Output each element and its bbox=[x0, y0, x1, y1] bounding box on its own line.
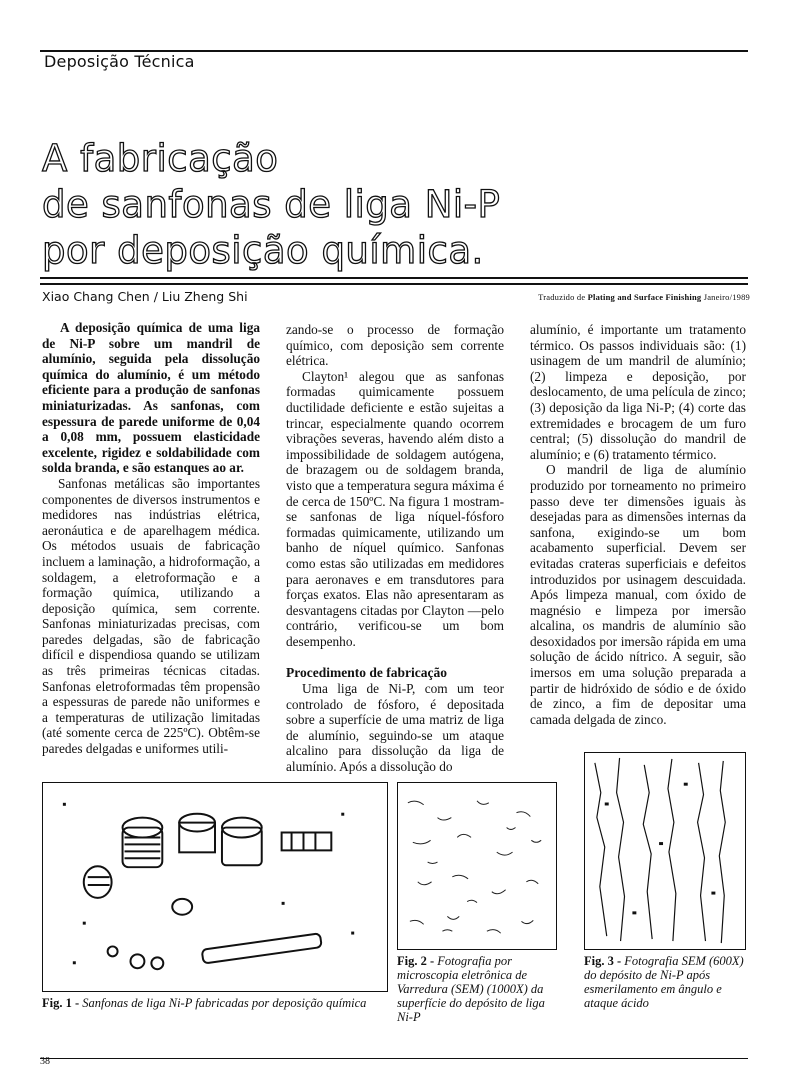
paragraph: O mandril de liga de alumínio produzido por torneamento no primeiro passo deve ter dimensões iguais às desejadas para as dimensões internas da sanfona, exigindo-se um bom acabamento superficial. Devem ser evitadas crateras superficiais e defeitos introduzidos por usinagem descuidada. Após limpeza manual, com óxido de magnésio e limpeza por imersão alcalina, os mandris de alumínio são desoxidados por imersão rápida em uma solução de ácido nítrico. A seguir, são imersos em uma solução preparada a partir de hidróxido de sódio e de óxido de zinco, a fim de depositar uma camada delgada de zinco. bbox=[530, 462, 746, 727]
title-line-2: de sanfonas de liga Ni-P bbox=[42, 183, 501, 226]
translation-credit bbox=[538, 292, 750, 302]
figure-label: Fig. 2 - bbox=[397, 954, 435, 968]
paragraph: zando-se o processo de formação químico, com deposição sem corrente elétrica. bbox=[286, 322, 504, 369]
figure-3-caption bbox=[584, 954, 746, 1010]
authors: Xiao Chang Chen / Liu Zheng Shi bbox=[42, 289, 248, 304]
paragraph: Sanfonas metálicas são importantes componentes de diversos instrumentos e medidores nas indústrias elétrica, aeronáutica e de aparelhagem médica. Os métodos usuais de fabricação incluem a laminação, a hidroformação, a soldagem, a eletroformação e a formação química, utilizando a deposição química, sem corrente. Sanfonas miniaturizadas precisas, com paredes delgadas, são de fabricação difícil e dispendiosa quando se utilizam as três primeiras técnicas citadas. Sanfonas eletroformadas têm propensão a espessuras de parede não uniformes e a temperaturas de utilização limitadas (até somente cerca de 225ºC). Obtêm-se paredes delgadas e uniformes utili- bbox=[42, 475, 260, 757]
paragraph: Clayton¹ alegou que as sanfonas formadas quimicamente possuem ductilidade deficiente e estão sujeitas a trincar, especialmente quando ocorrem vibrações severas, havendo além disto a impossibilidade de soldagem autógena, de brazagem ou de soldagem branda, visto que a temperatura segura máxima é de cerca de 150ºC. Na figura 1 mostram-se sanfonas de liga níquel-fósforo formadas quimicamente, utilizando um banho de níquel químico. Sanfonas como estas são utilizadas em medidores para aeronaves e em transdutores para forças exatos. Elas não apresentaram as desvantagens citadas por Clayton —pelo contrário, verificou-se um bom desempenho. bbox=[286, 368, 504, 649]
title-line-3: por deposição química. bbox=[42, 229, 484, 272]
credit-source: Plating and Surface Finishing bbox=[587, 292, 702, 302]
figure-1-caption bbox=[42, 996, 388, 1010]
column-2 bbox=[286, 322, 504, 775]
figure-caption-text: Fotografia SEM (600X) do depósito de Ni-P após esmerilamento em ângulo e ataque ácido bbox=[584, 954, 744, 1010]
figure-2-sem-image bbox=[397, 782, 557, 950]
paragraph: Uma liga de Ni-P, com um teor controlado de fósforo, é depositada sobre a superfície de uma matriz de liga de alumínio, seguindo-se um ataque alcalino para dissolução da liga de alumínio. Após a dissolução do bbox=[286, 681, 504, 775]
title-line-1: A fabricação bbox=[42, 137, 279, 180]
figure-3-sem-image bbox=[584, 752, 746, 950]
paragraph: alumínio, é importante um tratamento térmico. Os passos individuais são: (1) usinagem de um mandril de alumínio; (2) limpeza e deposição, por deslocamento, de uma película de zinco; (3) deposição da liga Ni-P; (4) corte das extremidades e brocagem de um furo central; (5) dissolução do mandril de alumínio; e (6) tratamento térmico. bbox=[530, 322, 746, 462]
credit-date: Janeiro/1989 bbox=[703, 292, 750, 302]
figure-label: Fig. 1 - bbox=[42, 996, 80, 1010]
figure-label: Fig. 3 - bbox=[584, 954, 622, 968]
column-3 bbox=[530, 322, 746, 727]
footer-rule bbox=[40, 1058, 748, 1059]
lead-paragraph: A deposição química de uma liga de Ni-P sobre um mandril de alumínio, seguida pela dissolução química do alumínio, é um método eficiente para a produção de sanfonas miniaturizadas. As sanfonas, com espessura de parede uniforme de 0,04 a 0,08 mm, possuem elasticidade excelente, rigidez e soldabilidade com solda branda, e são estanques ao ar. bbox=[42, 320, 260, 476]
article-title bbox=[42, 136, 742, 274]
figure-caption-text: Fotografia por microscopia eletrônica de Varredura (SEM) (1000X) da superfície do depósito de liga Ni-P bbox=[397, 954, 545, 1024]
figure-2-caption bbox=[397, 954, 557, 1024]
page-number: 38 bbox=[40, 1056, 50, 1066]
figure-caption-text: Sanfonas de liga Ni-P fabricadas por deposição química bbox=[82, 996, 367, 1010]
title-rule bbox=[40, 277, 748, 285]
credit-prefix: Traduzido de bbox=[538, 292, 586, 302]
section-heading: Procedimento de fabricação bbox=[286, 665, 447, 681]
section-label: Deposição Técnica bbox=[44, 52, 195, 71]
figure-1-bellows-photo bbox=[42, 782, 388, 992]
column-1 bbox=[42, 320, 260, 757]
